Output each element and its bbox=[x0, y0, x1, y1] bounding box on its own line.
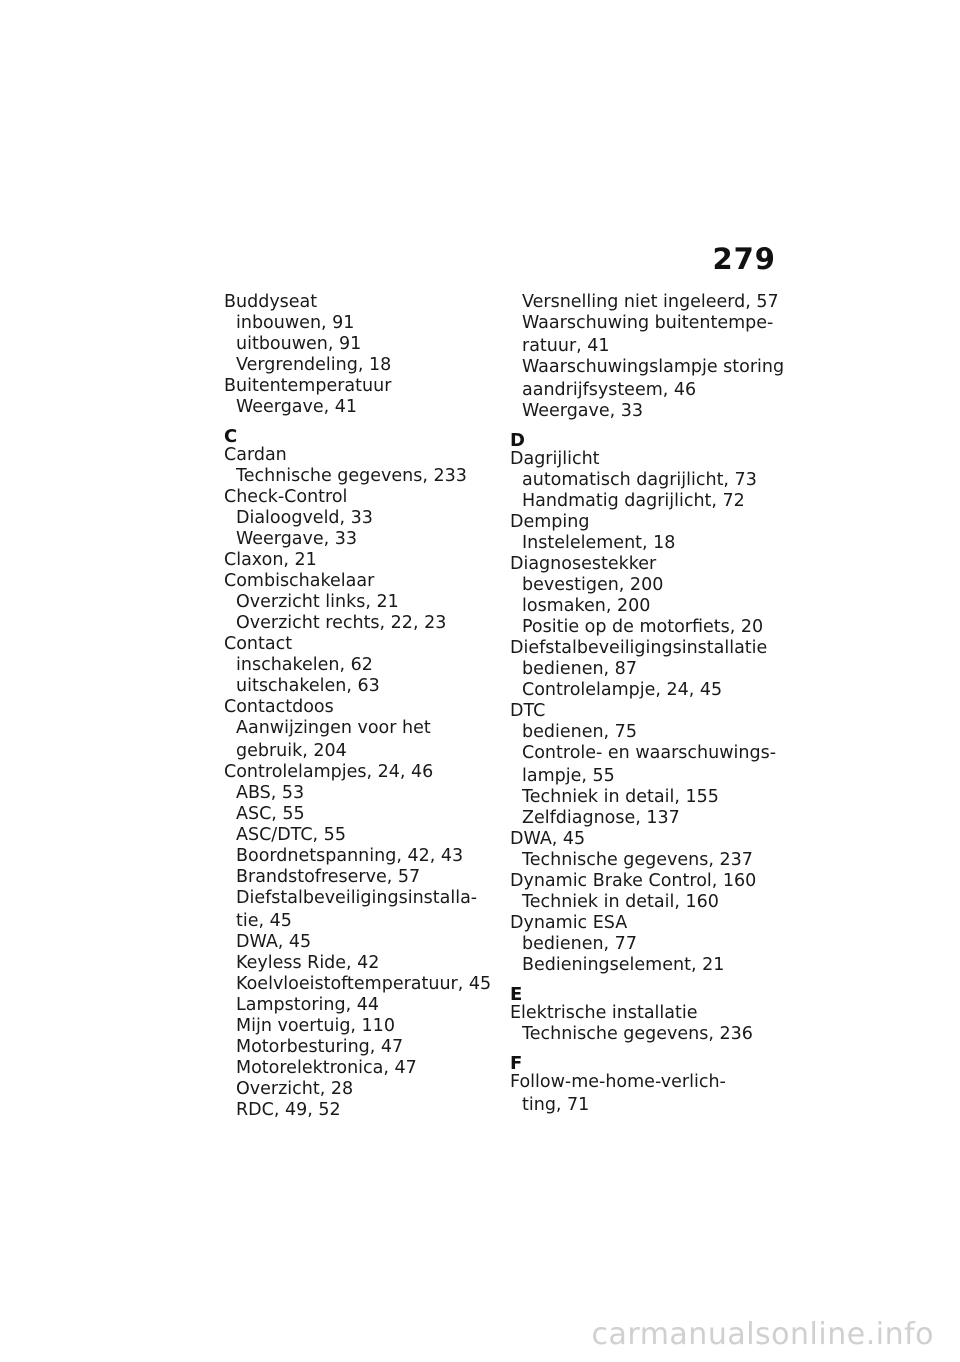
index-entry: Dynamic Brake Control, 160 bbox=[510, 871, 757, 891]
index-subentry: Overzicht rechts, 22, 23 bbox=[236, 613, 447, 633]
index-subentry-continuation: lampje, 55 bbox=[522, 766, 615, 786]
index-subentry: Motorelektronica, 47 bbox=[236, 1058, 417, 1078]
index-entry: Buitentemperatuur bbox=[224, 376, 392, 396]
index-subentry: Aanwijzingen voor het bbox=[236, 718, 431, 738]
index-subentry: Bedieningselement, 21 bbox=[522, 955, 725, 975]
index-subentry: ASC, 55 bbox=[236, 804, 305, 824]
index-entry: Buddyseat bbox=[224, 292, 318, 312]
index-entry: Diagnosestekker bbox=[510, 554, 657, 574]
index-subentry: Koelvloeistoftemperatuur, 45 bbox=[236, 974, 492, 994]
index-subentry-continuation: ratuur, 41 bbox=[522, 336, 610, 356]
index-section-letter: E bbox=[510, 984, 523, 1005]
index-subentry: Techniek in detail, 155 bbox=[522, 787, 719, 807]
index-subentry: Keyless Ride, 42 bbox=[236, 953, 380, 973]
index-section-letter: C bbox=[224, 426, 238, 447]
index-subentry: Mijn voertuig, 110 bbox=[236, 1016, 395, 1036]
index-subentry: Diefstalbeveiligingsinstalla- bbox=[236, 888, 478, 908]
index-subentry: bedienen, 75 bbox=[522, 722, 637, 742]
index-subentry: Boordnetspanning, 42, 43 bbox=[236, 846, 464, 866]
index-column-right bbox=[510, 292, 790, 1116]
page-number: 279 bbox=[712, 242, 776, 276]
index-subentry: bedienen, 77 bbox=[522, 934, 637, 954]
index-subentry: Lampstoring, 44 bbox=[236, 995, 379, 1015]
index-subentry: Controlelampje, 24, 45 bbox=[522, 680, 723, 700]
index-section-letter: D bbox=[510, 430, 525, 451]
index-entry: Check-Control bbox=[224, 487, 348, 507]
index-section-letter: F bbox=[510, 1053, 523, 1074]
index-subentry: Technische gegevens, 237 bbox=[522, 850, 753, 870]
index-entry: DWA, 45 bbox=[510, 829, 586, 849]
index-entry: Contact bbox=[224, 634, 293, 654]
index-subentry: Positie op de motorfiets, 20 bbox=[522, 617, 764, 637]
index-subentry: inschakelen, 62 bbox=[236, 655, 373, 675]
index-subentry: Handmatig dagrijlicht, 72 bbox=[522, 491, 745, 511]
index-subentry: Brandstofreserve, 57 bbox=[236, 867, 421, 887]
index-subentry: inbouwen, 91 bbox=[236, 313, 355, 333]
index-entry: Claxon, 21 bbox=[224, 550, 317, 570]
index-entry: Combischakelaar bbox=[224, 571, 375, 591]
index-subentry: Motorbesturing, 47 bbox=[236, 1037, 404, 1057]
index-subentry: losmaken, 200 bbox=[522, 596, 651, 616]
index-entry: Contactdoos bbox=[224, 697, 334, 717]
index-subentry: Versnelling niet ingeleerd, 57 bbox=[522, 292, 779, 312]
index-subentry: Waarschuwingslampje storing bbox=[522, 357, 785, 377]
index-subentry-continuation: aandrijfsysteem, 46 bbox=[522, 380, 697, 400]
index-entry: Dynamic ESA bbox=[510, 913, 628, 933]
index-subentry: Controle- en waarschuwings- bbox=[522, 743, 777, 763]
index-entry: Controlelampjes, 24, 46 bbox=[224, 762, 434, 782]
index-subentry: Techniek in detail, 160 bbox=[522, 892, 719, 912]
index-subentry: bedienen, 87 bbox=[522, 659, 637, 679]
index-subentry: Technische gegevens, 233 bbox=[236, 466, 467, 486]
index-subentry: Weergave, 33 bbox=[236, 529, 358, 549]
index-subentry: ABS, 53 bbox=[236, 783, 305, 803]
index-subentry: Weergave, 41 bbox=[236, 397, 358, 417]
index-subentry: Zelfdiagnose, 137 bbox=[522, 808, 680, 828]
index-subentry: uitbouwen, 91 bbox=[236, 334, 362, 354]
index-entry: Follow-me-home-verlich- bbox=[510, 1072, 726, 1092]
index-column-left bbox=[224, 292, 504, 1121]
index-subentry: ASC/DTC, 55 bbox=[236, 825, 346, 845]
index-entry: Elektrische installatie bbox=[510, 1003, 698, 1023]
index-subentry: Weergave, 33 bbox=[522, 401, 644, 421]
index-entry: Diefstalbeveiligingsinstallatie bbox=[510, 638, 768, 658]
index-subentry: Instelelement, 18 bbox=[522, 533, 676, 553]
index-entry: Demping bbox=[510, 512, 590, 532]
index-subentry: Overzicht, 28 bbox=[236, 1079, 354, 1099]
index-subentry: Waarschuwing buitentempe- bbox=[522, 313, 774, 333]
index-entry: Cardan bbox=[224, 445, 287, 465]
index-subentry: Technische gegevens, 236 bbox=[522, 1024, 753, 1044]
index-subentry: Dialoogveld, 33 bbox=[236, 508, 373, 528]
index-entry: DTC bbox=[510, 701, 546, 721]
index-subentry: Vergrendeling, 18 bbox=[236, 355, 392, 375]
index-subentry: DWA, 45 bbox=[236, 932, 312, 952]
index-subentry: bevestigen, 200 bbox=[522, 575, 664, 595]
index-subentry: Overzicht links, 21 bbox=[236, 592, 399, 612]
index-subentry-continuation: ting, 71 bbox=[522, 1095, 590, 1115]
index-subentry: RDC, 49, 52 bbox=[236, 1100, 341, 1120]
index-subentry: uitschakelen, 63 bbox=[236, 676, 380, 696]
watermark-text: carmanualsonline.info bbox=[591, 1317, 934, 1352]
index-subentry-continuation: tie, 45 bbox=[236, 911, 292, 931]
index-subentry: automatisch dagrijlicht, 73 bbox=[522, 470, 757, 490]
index-entry: Dagrijlicht bbox=[510, 449, 600, 469]
index-subentry-continuation: gebruik, 204 bbox=[236, 741, 347, 761]
